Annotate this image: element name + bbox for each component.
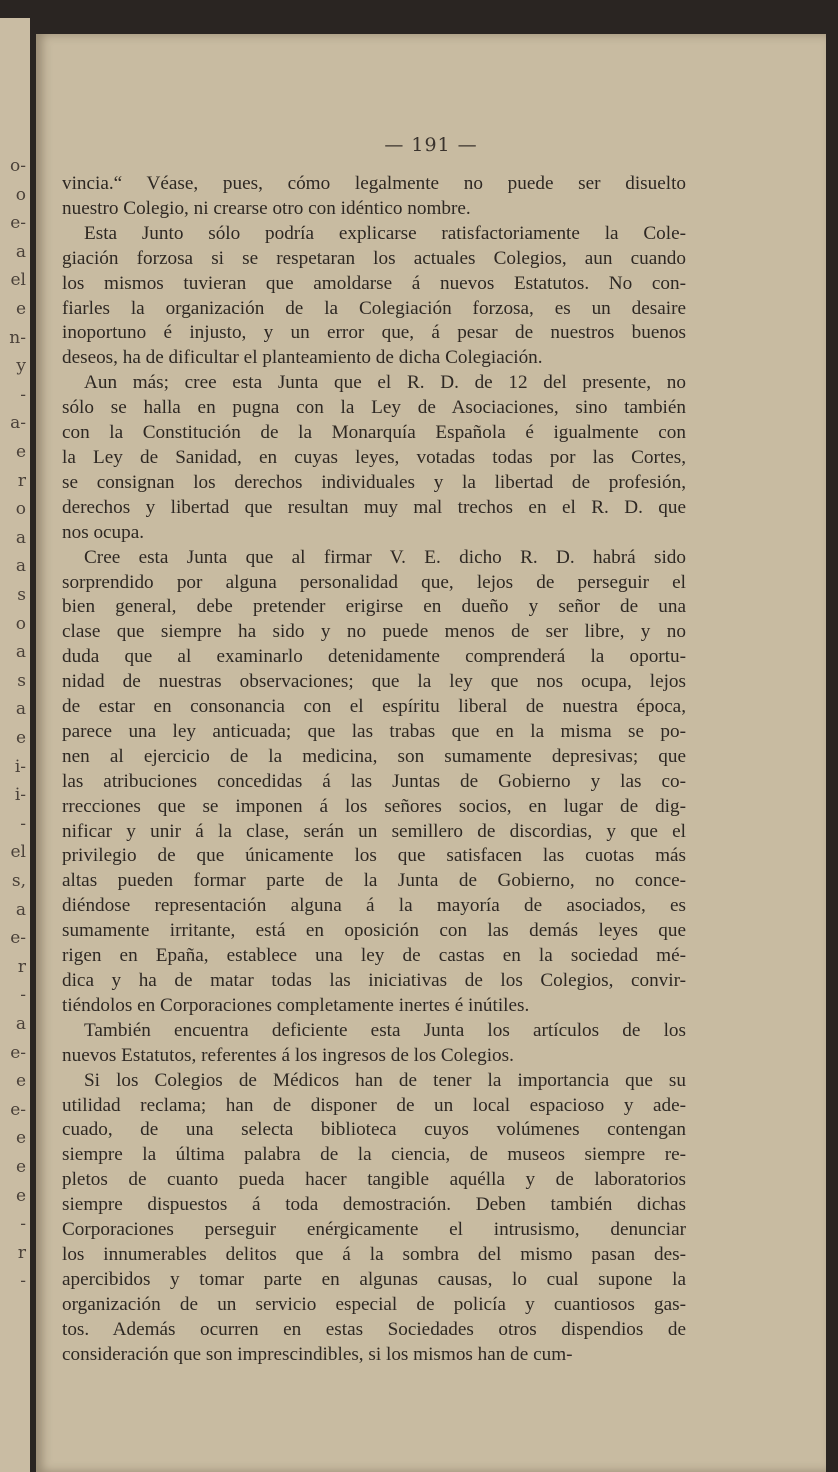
text-line: giación forzosa si se respetaran los actuales Colegios, aun cuando bbox=[62, 247, 686, 269]
previous-page-fragment: a bbox=[15, 899, 26, 920]
paragraph bbox=[62, 1019, 686, 1069]
text-line: Aun más; cree esta Junta que el R. D. de 12 del presente, no bbox=[84, 372, 686, 394]
text-line: con la Constitución de la Monarquía Española é igualmente con bbox=[62, 422, 686, 444]
previous-page-fragment: - bbox=[20, 384, 26, 405]
previous-page-fragment: r bbox=[17, 470, 26, 491]
paragraph bbox=[62, 546, 686, 1019]
previous-page-fragment: e bbox=[15, 1185, 26, 1206]
text-line: Cree esta Junta que al firmar V. E. dicho R. D. habrá sido bbox=[84, 546, 686, 568]
previous-page-fragment: y bbox=[16, 356, 26, 377]
body-text bbox=[62, 172, 686, 1368]
previous-page-fragment: r bbox=[17, 956, 26, 977]
text-line: tos. Además ocurren en estas Sociedades otros dispendios de bbox=[62, 1318, 686, 1340]
previous-page-fragment: o bbox=[15, 184, 26, 205]
previous-page-fragment: e bbox=[15, 728, 26, 748]
previous-page-fragment: a bbox=[15, 642, 26, 663]
text-line: nuestro Colegio, ni crearse otro con idéntico nombre. bbox=[62, 197, 471, 219]
previous-page-fragment: e- bbox=[10, 213, 26, 234]
previous-page-fragment: o- bbox=[10, 156, 26, 176]
text-line: sólo se halla en pugna con la Ley de Asociaciones, sino también bbox=[62, 397, 686, 419]
text-line: consideración que son imprescindibles, si los mismos han de cum- bbox=[62, 1343, 573, 1365]
text-line: nificar y unir á la clase, serán un semillero de discordias, y que el bbox=[62, 820, 686, 842]
previous-page-fragment: e- bbox=[10, 1042, 26, 1063]
previous-page-fragment: e bbox=[15, 1128, 26, 1149]
previous-page-fragment: s bbox=[17, 670, 26, 691]
text-line: organización de un servicio especial de policía y cuantiosos gas- bbox=[62, 1293, 686, 1315]
text-line: Si los Colegios de Médicos han de tener la importancia que su bbox=[84, 1069, 686, 1091]
text-line: duda que al examinarlo detenidamente comprenderá la oportu- bbox=[62, 646, 686, 668]
text-line: cuado, de una selecta biblioteca cuyos volúmenes contengan bbox=[62, 1119, 686, 1141]
text-line: pletos de cuanto pueda hacer tangible aquélla y de laboratorios bbox=[62, 1169, 686, 1191]
text-line: siempre dispuestos á toda demostración. Deben también dichas bbox=[62, 1194, 686, 1216]
previous-page-fragment: a bbox=[15, 1014, 26, 1034]
previous-page-fragment: e bbox=[15, 1071, 26, 1092]
text-line: se consignan los derechos individuales y la libertad de profesión, bbox=[62, 471, 686, 493]
text-line: sumamente irritante, está en oposición con las demás leyes que bbox=[62, 920, 686, 942]
previous-page-fragment: a bbox=[15, 241, 26, 262]
text-line: vincia.“ Véase, pues, cómo legalmente no puede ser disuelto bbox=[62, 173, 686, 194]
previous-page-fragment: - bbox=[20, 813, 26, 834]
text-line: rrecciones que se imponen á los señores socios, en lugar de dig- bbox=[62, 795, 686, 817]
text-line: altas pueden formar parte de la Junta de Gobierno, no conce- bbox=[62, 870, 686, 892]
document-page bbox=[36, 34, 826, 1472]
previous-page-edge bbox=[0, 18, 30, 1472]
text-line: Corporaciones perseguir enérgicamente el intrusismo, denunciar bbox=[62, 1219, 686, 1241]
previous-page-fragment: r bbox=[17, 1242, 26, 1263]
paragraph bbox=[62, 1069, 686, 1368]
text-line: tiéndolos en Corporaciones completamente inertes é inútiles. bbox=[62, 994, 530, 1016]
text-line: nidad de nuestras observaciones; que la ley que nos ocupa, lejos bbox=[62, 671, 686, 693]
page-number: — 191 — bbox=[384, 134, 478, 156]
previous-page-fragment: a bbox=[15, 556, 26, 577]
paragraph bbox=[62, 172, 686, 222]
previous-page-fragment: el bbox=[10, 270, 26, 291]
previous-page-fragment: - bbox=[20, 985, 26, 1006]
previous-page-fragment: o bbox=[15, 499, 26, 520]
previous-page-fragment: i- bbox=[14, 756, 26, 777]
text-line: apercibidos y tomar parte en algunas causas, lo cual supone la bbox=[62, 1268, 686, 1290]
text-line: las atribuciones concedidas á las Juntas de Gobierno y las co- bbox=[62, 770, 686, 792]
previous-page-fragment: s bbox=[17, 585, 26, 605]
text-line: fiarles la organización de la Colegiación forzosa, es un desaire bbox=[62, 297, 686, 319]
text-line: de estar en consonancia con el espíritu liberal de nuestra época, bbox=[62, 696, 686, 718]
text-line: Esta Junto sólo podría explicarse ratisfactoriamente la Cole- bbox=[84, 222, 686, 244]
text-line: inoportuno é injusto, y un error que, á pesar de nuestros buenos bbox=[62, 322, 686, 344]
text-line: sorprendido por alguna personalidad que, lejos de perseguir el bbox=[62, 571, 686, 593]
previous-page-fragment: a bbox=[15, 699, 26, 720]
text-line: parece una ley anticuada; que las trabas que en la misma se po- bbox=[62, 720, 686, 742]
paragraph bbox=[62, 371, 686, 545]
text-line: rigen en Epaña, establece una ley de castas en la sociedad mé- bbox=[62, 945, 686, 967]
text-line: clase que siempre ha sido y no puede menos de ser libre, y no bbox=[62, 621, 686, 643]
previous-page-fragment: o bbox=[15, 613, 26, 634]
previous-page-fragment: e bbox=[15, 442, 26, 462]
previous-page-fragment: el bbox=[10, 842, 26, 863]
previous-page-fragment: e bbox=[15, 299, 26, 319]
previous-page-fragment: n- bbox=[9, 327, 26, 348]
previous-page-fragment: - bbox=[20, 1214, 26, 1235]
previous-page-fragment: a- bbox=[10, 413, 26, 434]
previous-page-fragment: s, bbox=[11, 871, 26, 891]
text-line: la Ley de Sanidad, en cuyas leyes, votadas todas por las Cortes, bbox=[62, 446, 686, 468]
previous-page-fragment: a bbox=[15, 527, 26, 548]
previous-page-fragment: e bbox=[15, 1157, 26, 1177]
text-line: nuevos Estatutos, referentes á los ingresos de los Colegios. bbox=[62, 1044, 514, 1066]
text-line: dica y ha de matar todas las iniciativas de los Colegios, convir- bbox=[62, 970, 686, 991]
text-line: siempre la última palabra de la ciencia, de museos siempre re- bbox=[62, 1144, 686, 1166]
text-line: También encuentra deficiente esta Junta los artículos de los bbox=[84, 1019, 686, 1041]
text-line: privilegio de que únicamente los que satisfacen las cuotas más bbox=[62, 845, 686, 867]
text-line: bien general, debe pretender erigirse en dueño y señor de una bbox=[62, 596, 686, 618]
text-line: diéndose representación alguna á la mayoría de asociados, es bbox=[62, 895, 686, 917]
previous-page-fragment: i- bbox=[14, 785, 26, 806]
text-line: nos ocupa. bbox=[62, 521, 145, 543]
text-line: utilidad reclama; han de disponer de un local espacioso y ade- bbox=[62, 1094, 686, 1116]
text-line: deseos, ha de dificultar el planteamiento de dicha Colegiación. bbox=[62, 347, 543, 369]
previous-page-fragment: e- bbox=[10, 928, 26, 949]
previous-page-fragment: - bbox=[20, 1271, 26, 1292]
previous-page-fragment: e- bbox=[10, 1099, 26, 1120]
paragraph bbox=[62, 222, 686, 371]
text-line: derechos y libertad que resultan muy mal trechos en el R. D. que bbox=[62, 496, 686, 518]
text-line: los innumerables delitos que á la sombra del mismo pasan des- bbox=[62, 1243, 686, 1265]
text-line: nen al ejercicio de la medicina, son sumamente depresivas; que bbox=[62, 745, 686, 767]
text-line: los mismos tuvieran que amoldarse á nuevos Estatutos. No con- bbox=[62, 272, 686, 294]
